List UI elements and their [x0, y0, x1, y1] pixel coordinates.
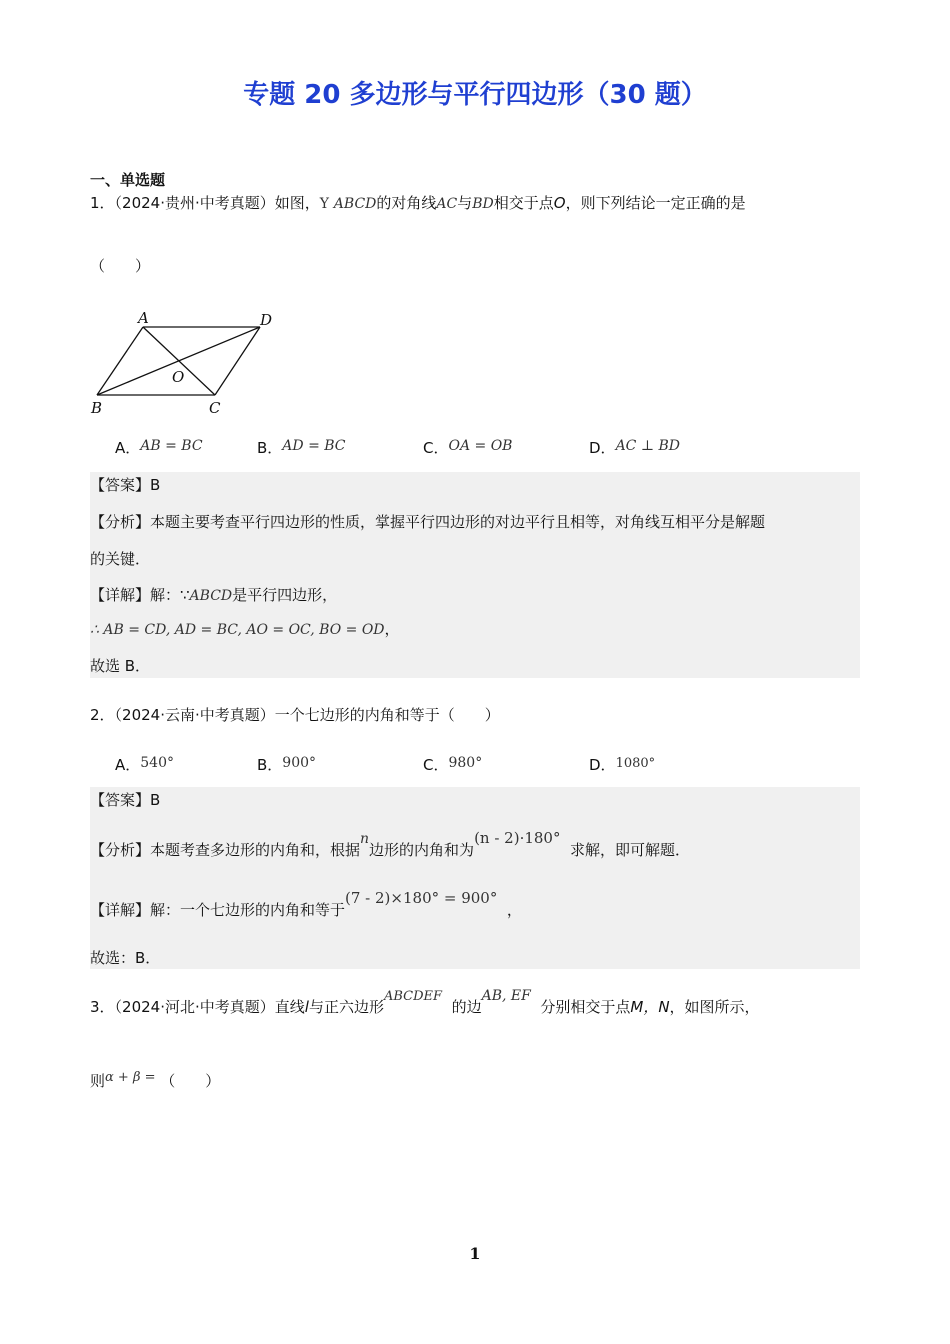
figure-label-d: D: [260, 311, 273, 329]
q1-answer: 【答案】B: [90, 476, 161, 494]
section-heading: 一、单选题: [90, 171, 166, 189]
figure-label-c: C: [209, 399, 221, 417]
figure-label-o: O: [172, 368, 185, 386]
q2-answer: 【答案】B: [90, 791, 161, 809]
q2-stem: 2．（2024·云南·中考真题）一个七边形的内角和等于（ ）: [90, 706, 500, 724]
parallelogram-figure: [85, 305, 285, 420]
q2-option-c[interactable]: C．980°: [423, 755, 483, 774]
page-number: 1: [469, 1244, 481, 1263]
q1-option-c[interactable]: C．OA = OB: [423, 438, 513, 457]
page-title: 专题 20 多边形与平行四边形（30 题）: [243, 80, 707, 110]
q3-line2: 则α + β = （ ）: [90, 1070, 221, 1090]
q2-option-a[interactable]: A．540°: [115, 755, 174, 774]
q1-analysis-line2: 的关键．: [90, 550, 151, 568]
q1-detail: 【详解】解：∵ABCD是平行四边形，: [90, 586, 338, 604]
q2-analysis: 【分析】本题考查多边形的内角和，根据n边形的内角和为(n - 2)·180° 求解，即可解题．: [90, 829, 691, 859]
q1-analysis-line1: 【分析】本题主要考查平行四边形的性质，掌握平行四边形的对边平行且相等，对角线互相平分是解题: [90, 513, 766, 531]
q1-therefore: ∴ AB = CD, AD = BC, AO = OC, BO = OD，: [90, 620, 400, 638]
figure-label-a: A: [138, 309, 149, 327]
q3-stem: 3．（2024·河北·中考真题）直线l与正六边形ABCDEF 的边AB, EF 分别相交于点M，N，如图所示，: [90, 988, 760, 1016]
q1-option-b[interactable]: B．AD = BC: [257, 438, 346, 457]
q2-choose: 故选：B．: [90, 949, 161, 967]
q2-detail: 【详解】解：一个七边形的内角和等于(7 - 2)×180° = 900° ，: [90, 889, 522, 919]
q1-option-d[interactable]: D．AC ⊥ BD: [589, 438, 680, 457]
figure-label-b: B: [91, 399, 103, 417]
q1-option-a[interactable]: A．AB = BC: [115, 438, 203, 457]
q2-option-b[interactable]: B．900°: [257, 755, 317, 774]
q1-stem: 1．（2024·贵州·中考真题）如图，Y ABCD的对角线AC与BD相交于点O，则下列结论一定正确的是: [90, 194, 746, 212]
q1-solution-box: [90, 472, 860, 678]
q2-solution-box: [90, 787, 860, 969]
q2-option-d[interactable]: D．1080°: [589, 756, 656, 774]
q1-choose: 故选 B．: [90, 657, 151, 675]
q1-paren: （ ）: [90, 257, 151, 275]
